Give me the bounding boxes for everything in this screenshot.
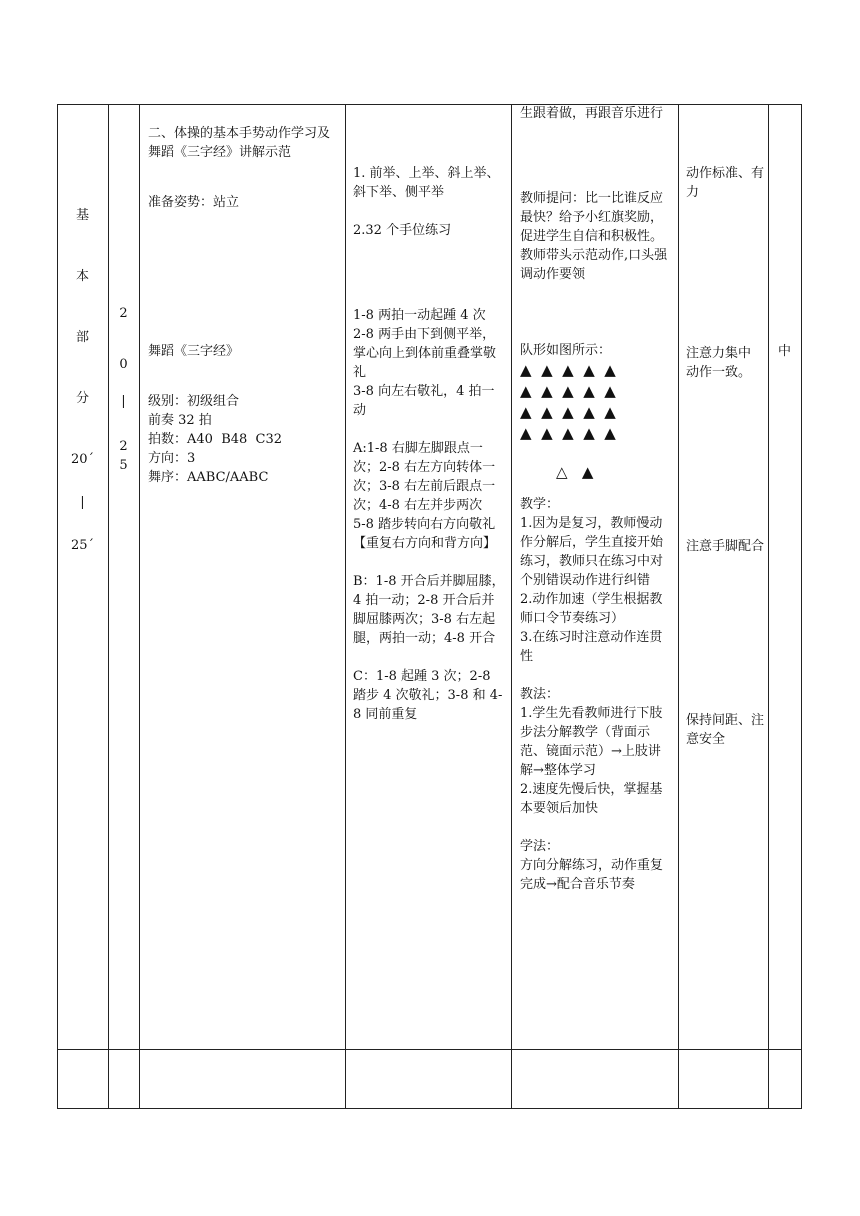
teacher-triangle-row: △ ▲ xyxy=(556,463,594,481)
teaching-text: 生跟着做，再跟音乐进行 xyxy=(520,106,664,121)
intensity-label xyxy=(768,342,801,361)
student-triangle-row: ▲ ▲ ▲ ▲ ▲ xyxy=(520,382,616,400)
lesson-plan-table xyxy=(57,104,802,1109)
exercise-text: A:1-8 右脚左脚跟点一次；2-8 右左方向转体一次；3-8 右左前后跟点一次；4-8 右左并步两次 5-8 踏步转向右方向敬礼【重复右方向和背方向】 xyxy=(353,441,497,551)
dance-title: 舞蹈《三字经》 xyxy=(148,344,240,359)
formation-diagram xyxy=(520,360,672,483)
col-divider xyxy=(108,104,109,1109)
duration-char: 2 xyxy=(119,439,128,454)
teaching-text: 教法： 1.学生先看教师进行下肢步法分解教学（背面示范、镜面示范）→上肢讲解→整体学习 2.速度先慢后快，掌握基本要领后加快 xyxy=(520,687,663,816)
section-label xyxy=(57,206,108,555)
time-sep: | xyxy=(80,495,85,510)
teaching-text: 学法： 方向分解练习，动作重复完成→配合音乐节奏 xyxy=(520,839,664,892)
table-border-bottom xyxy=(57,1108,802,1109)
col-divider xyxy=(768,104,769,1109)
intensity-value: 中 xyxy=(777,344,791,359)
student-triangle-row: ▲ ▲ ▲ ▲ ▲ xyxy=(520,424,616,442)
content-title: 二、体操的基本手势动作学习及舞蹈《三字经》讲解示范 xyxy=(148,126,331,160)
section-char: 本 xyxy=(75,269,89,284)
requirement-text: 注意力集中 动作一致。 xyxy=(686,346,752,380)
duration-char: 2 xyxy=(119,306,128,321)
section-char: 分 xyxy=(75,391,89,406)
col-divider xyxy=(511,104,512,1109)
col-divider xyxy=(801,104,802,1109)
requirement-text: 动作标准、有力 xyxy=(686,166,765,200)
dance-info: 级别：初级组合 xyxy=(148,394,240,409)
student-triangle-row: ▲ ▲ ▲ ▲ ▲ xyxy=(520,361,616,379)
ready-posture: 准备姿势：站立 xyxy=(148,195,240,210)
exercise-text: C：1-8 起踵 3 次；2-8 踏步 4 次敬礼；3-8 和 4-8 同前重复 xyxy=(353,669,503,722)
requirements-column xyxy=(686,164,764,749)
dance-info: 拍数：A40 B48 C32 xyxy=(148,432,283,447)
dance-info: 舞序：AABC/AABC xyxy=(148,470,269,485)
section-char: 部 xyxy=(75,330,89,345)
col-divider xyxy=(345,104,346,1109)
exercise-text: 2.32 个手位练习 xyxy=(353,223,452,238)
requirement-text: 注意手脚配合 xyxy=(686,539,765,554)
teaching-text: 教师提问：比一比谁反应最快？给予小红旗奖励，促进学生自信和积极性。 教师带头示范动作,口头强调动作要领 xyxy=(520,191,668,282)
dance-info: 前奏 32 拍 xyxy=(148,413,212,428)
requirement-text: 保持间距、注意安全 xyxy=(686,713,765,747)
content-column xyxy=(148,124,338,487)
time-end: 25´ xyxy=(70,538,95,553)
row-divider xyxy=(57,1049,802,1050)
teaching-column xyxy=(520,104,672,894)
formation-label: 队形如图所示： xyxy=(520,343,612,358)
duration-label xyxy=(108,304,139,475)
col-divider xyxy=(678,104,679,1109)
dance-info: 方向：3 xyxy=(148,451,196,466)
time-start: 20´ xyxy=(70,452,95,467)
col-divider xyxy=(139,104,140,1109)
section-char: 基 xyxy=(75,208,89,223)
table-border-top xyxy=(57,104,802,105)
duration-char: | xyxy=(121,394,126,409)
student-triangle-row: ▲ ▲ ▲ ▲ ▲ xyxy=(520,403,616,421)
exercise-column xyxy=(353,164,505,724)
duration-char: 5 xyxy=(119,458,128,473)
exercise-text: B：1-8 开合后并脚屈膝，4 拍一动；2-8 开合后并脚屈膝两次；3-8 右左起腿，两拍一动；4-8 开合 xyxy=(353,574,505,646)
duration-char: 0 xyxy=(119,357,128,372)
teaching-text: 教学： 1.因为是复习，教师慢动作分解后，学生直接开始练习，教师只在练习中对个别错误动作进行纠错 2.动作加速（学生根据教师口令节奏练习） 3.在练习时注意动作连贯性 xyxy=(520,497,664,664)
exercise-text: 1. 前举、上举、斜上举、斜下举、侧平举 xyxy=(353,166,500,200)
exercise-text: 1-8 两拍一动起踵 4 次 2-8 两手由下到侧平举，掌心向上到体前重叠掌敬礼 3-8 向左右敬礼，4 拍一动 xyxy=(353,308,497,418)
